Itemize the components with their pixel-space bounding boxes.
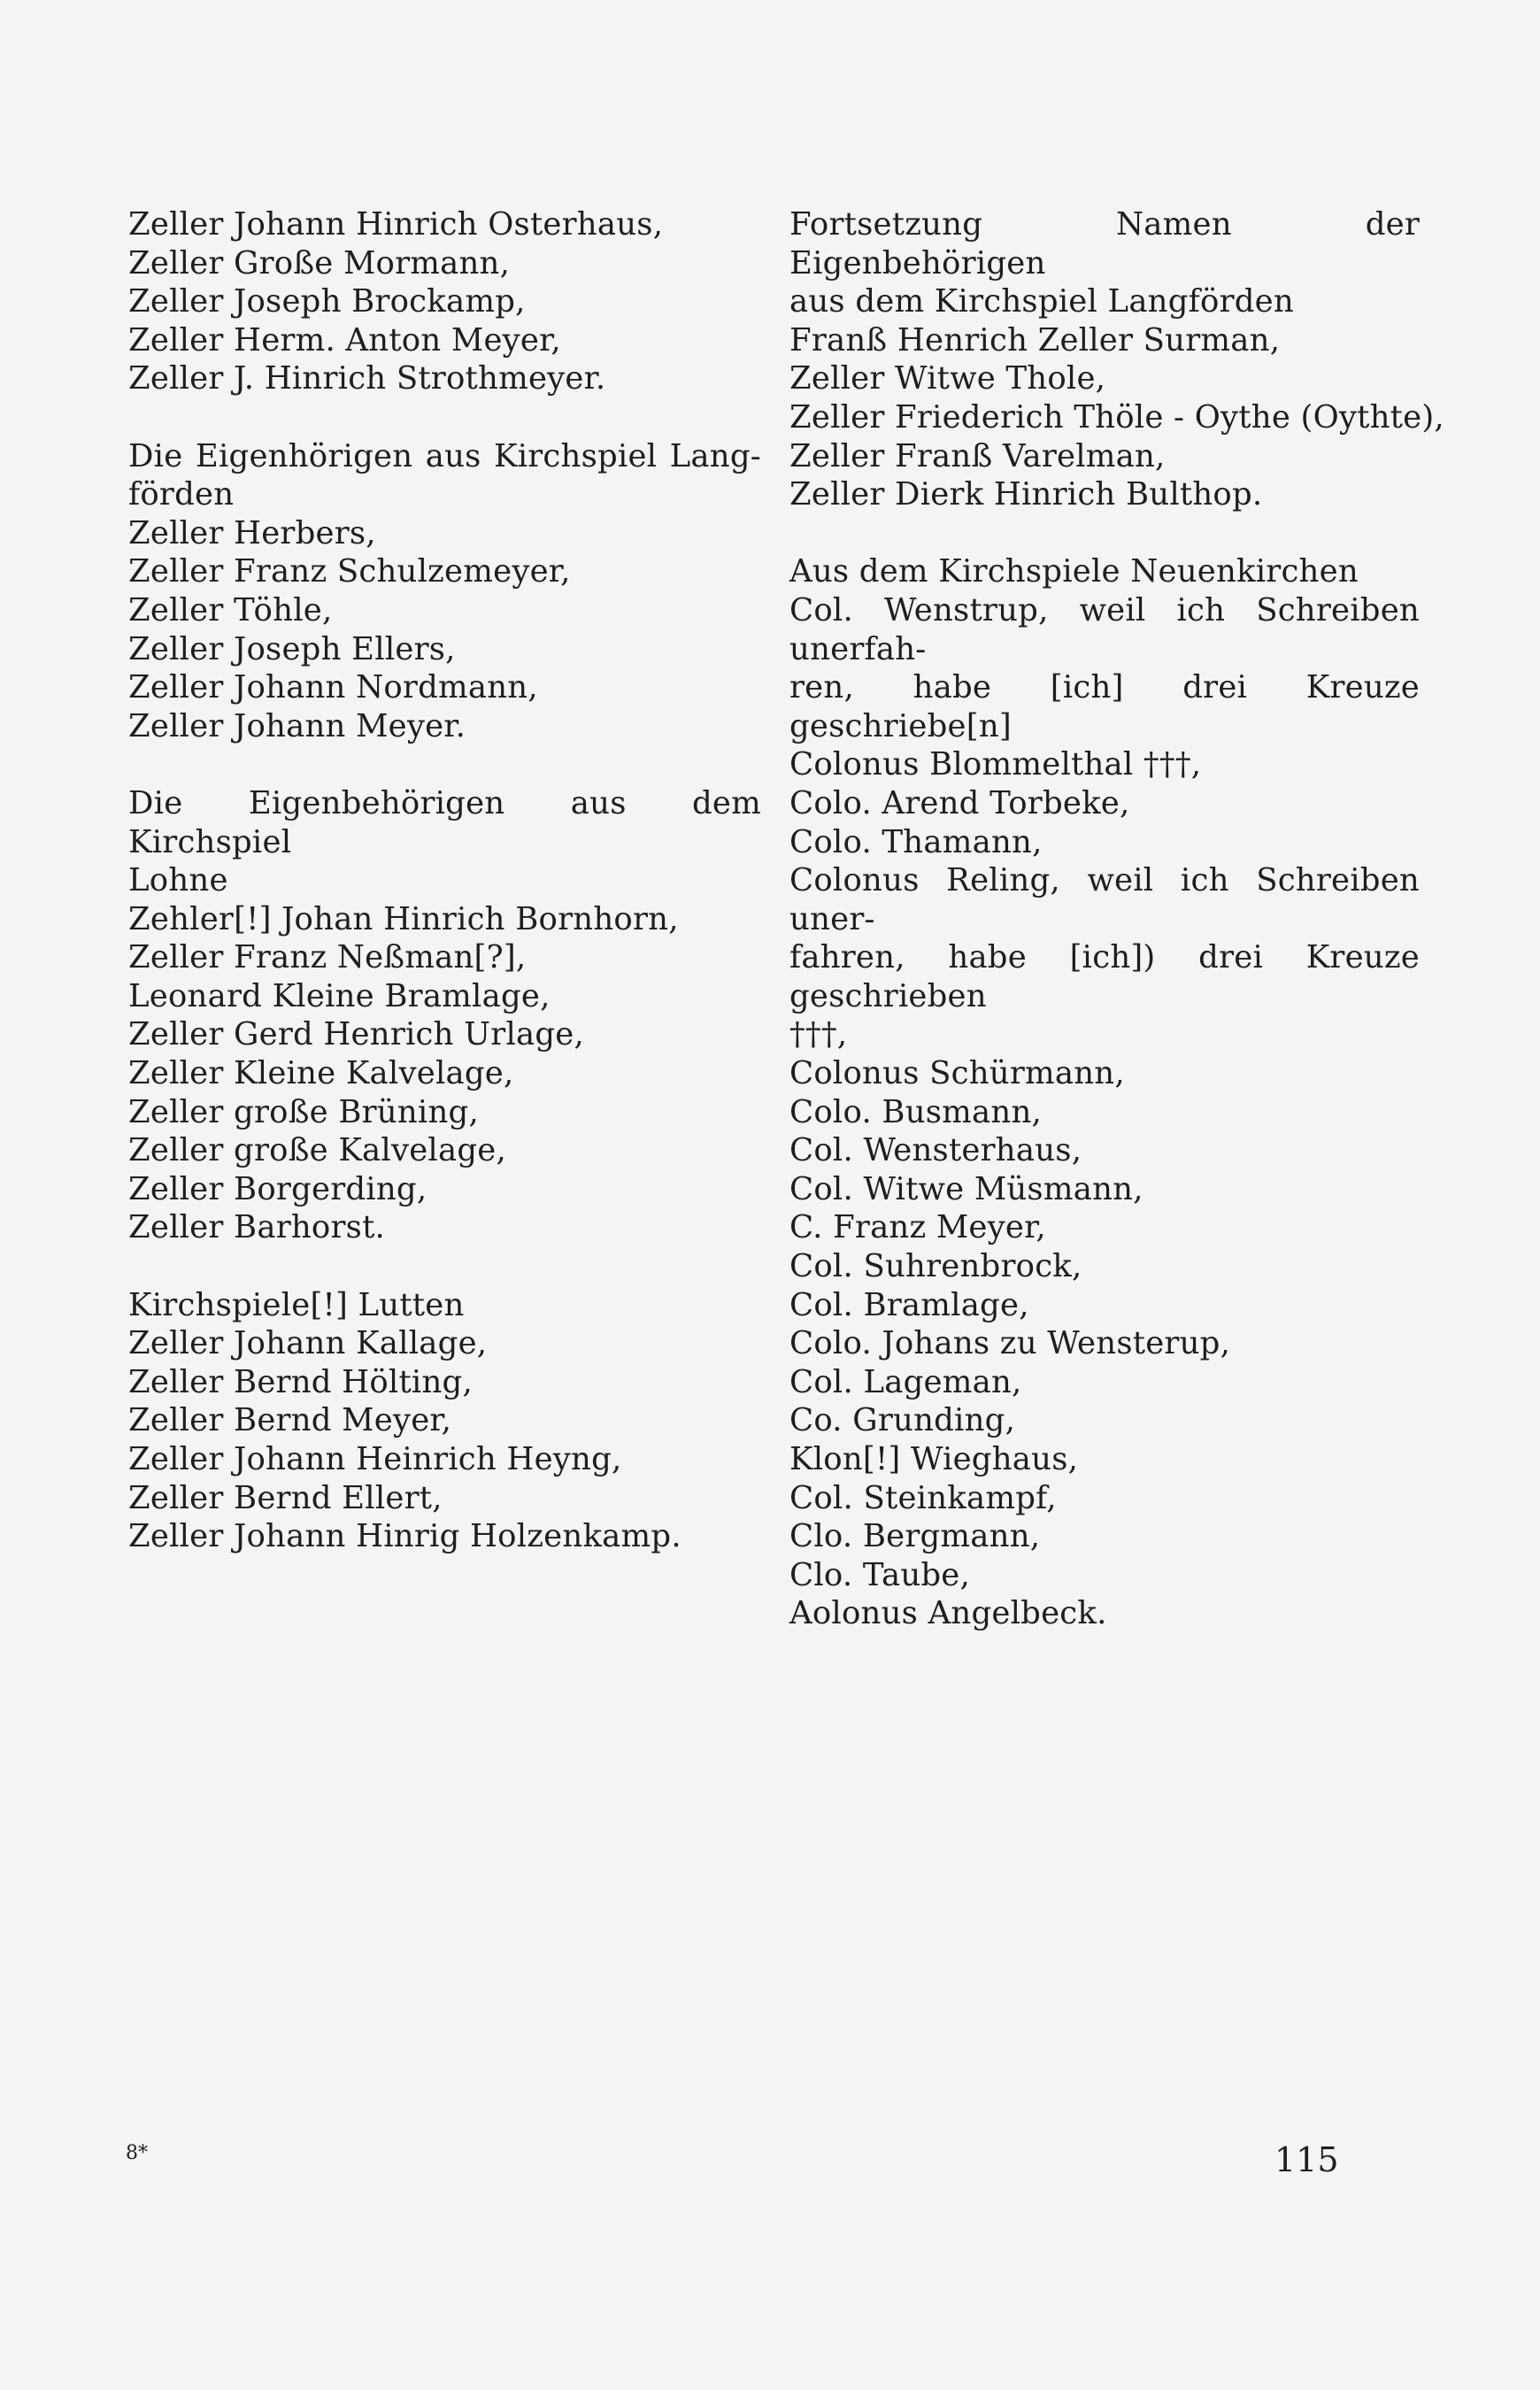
text-line: Zeller J. Hinrich Strothmeyer.	[128, 360, 606, 397]
paragraph-gap	[128, 1247, 761, 1286]
text-line: Franß Henrich Zeller Surman,	[789, 321, 1281, 358]
text-line: Col. Bramlage,	[789, 1286, 1029, 1323]
text-line: Clo. Bergmann,	[789, 1518, 1041, 1555]
text-line: Aus dem Kirchspiele Neuenkirchen	[789, 553, 1359, 590]
text-line: Colonus Schürmann,	[789, 1055, 1125, 1092]
text-line: ren, habe [ich] drei Kreuze geschriebe[n]	[789, 669, 1420, 744]
text-line: Col. Lageman,	[789, 1363, 1022, 1400]
text-line: Zeller Franß Varelman,	[789, 437, 1166, 474]
text-line: Clo. Taube,	[789, 1556, 971, 1593]
text-line: Zeller Johann Heinrich Heyng,	[128, 1441, 622, 1477]
text-line: Leonard Kleine Bramlage,	[128, 977, 551, 1014]
text-line: aus dem Kirchspiel Langförden	[789, 283, 1294, 320]
text-line: Zeller Töhle,	[128, 591, 333, 628]
text-line: Zeller Franz Neßman[?],	[128, 939, 527, 976]
text-line: Zeller Gerd Henrich Urlage,	[128, 1016, 585, 1053]
text-line: fahren, habe [ich]) drei Kreuze geschrieben	[789, 939, 1420, 1014]
text-line: Aolonus Angelbeck.	[789, 1595, 1107, 1632]
text-line: Fortsetzung Namen der Eigenbehörigen	[789, 206, 1420, 281]
text-line: Zeller Große Mormann,	[128, 244, 511, 281]
text-line: Col. Wensterhaus,	[789, 1132, 1082, 1169]
text-line: Zeller Johann Meyer.	[128, 707, 466, 744]
text-line: Zeller Herm. Anton Meyer,	[128, 321, 561, 358]
text-line: Zeller Witwe Thole,	[789, 360, 1106, 397]
text-line: Zeller Dierk Hinrich Bulthop.	[789, 476, 1263, 513]
text-line: Colo. Arend Torbeke,	[789, 784, 1130, 821]
text-line: Zehler[!] Johan Hinrich Bornhorn,	[128, 900, 679, 937]
text-line: Die Eigenbehörigen aus dem Kirchspiel	[128, 784, 761, 860]
text-line: Zeller Franz Schulzemeyer,	[128, 553, 571, 590]
text-line: Colo. Busmann,	[789, 1093, 1043, 1130]
text-line: Zeller Johann Hinrich Osterhaus,	[128, 206, 664, 243]
text-line: Co. Grunding,	[789, 1402, 1016, 1439]
text-line: Zeller Johann Nordmann,	[128, 669, 538, 706]
text-line: Colonus Reling, weil ich Schreiben uner-	[789, 862, 1420, 937]
page-number: 115	[1274, 2140, 1339, 2179]
right-text-column	[789, 205, 1444, 1633]
text-line: Zeller Kleine Kalvelage,	[128, 1055, 514, 1092]
text-line: Lohne	[128, 862, 228, 899]
text-line: förden	[128, 476, 235, 513]
text-line: †††,	[789, 1016, 848, 1053]
text-line: Col. Suhrenbrock,	[789, 1248, 1082, 1285]
text-line: Zeller Johann Hinrig Holzenkamp.	[128, 1518, 681, 1555]
text-line: Zeller Bernd Hölting,	[128, 1363, 473, 1400]
left-text-column	[128, 205, 761, 1556]
text-line: Zeller Johann Kallage,	[128, 1325, 488, 1362]
text-line: Zeller Friederich Thöle - Oythe (Oythte),	[789, 398, 1444, 436]
text-line: Zeller Borgerding,	[128, 1170, 427, 1207]
paragraph-gap	[128, 398, 761, 437]
text-line: Klon[!] Wieghaus,	[789, 1441, 1079, 1477]
text-line: Colonus Blommelthal †††,	[789, 746, 1202, 783]
text-line: Col. Witwe Müsmann,	[789, 1170, 1143, 1207]
text-line: Zeller Herbers,	[128, 514, 376, 551]
text-line: Zeller Barhorst.	[128, 1209, 386, 1246]
printer-signature-mark: 8*	[126, 2142, 148, 2164]
text-line: Zeller Joseph Ellers,	[128, 630, 456, 667]
text-line: Zeller große Kalvelage,	[128, 1132, 506, 1169]
text-line: Die Eigenhörigen aus Kirchspiel Lang-	[128, 437, 761, 474]
text-line: Zeller Joseph Brockamp,	[128, 283, 526, 320]
text-line: Kirchspiele[!] Lutten	[128, 1286, 465, 1323]
text-line: C. Franz Meyer,	[789, 1209, 1046, 1246]
paragraph-gap	[128, 745, 761, 784]
text-line: Zeller Bernd Ellert,	[128, 1479, 443, 1516]
paragraph-gap	[789, 514, 1420, 553]
text-line: Col. Steinkampf,	[789, 1479, 1057, 1516]
text-line: Col. Wenstrup, weil ich Schreiben unerfah-	[789, 591, 1420, 667]
text-line: Colo. Johans zu Wensterup,	[789, 1325, 1231, 1362]
text-line: Zeller Bernd Meyer,	[128, 1402, 452, 1439]
text-line: Zeller große Brüning,	[128, 1093, 479, 1130]
text-line: Colo. Thamann,	[789, 823, 1043, 860]
